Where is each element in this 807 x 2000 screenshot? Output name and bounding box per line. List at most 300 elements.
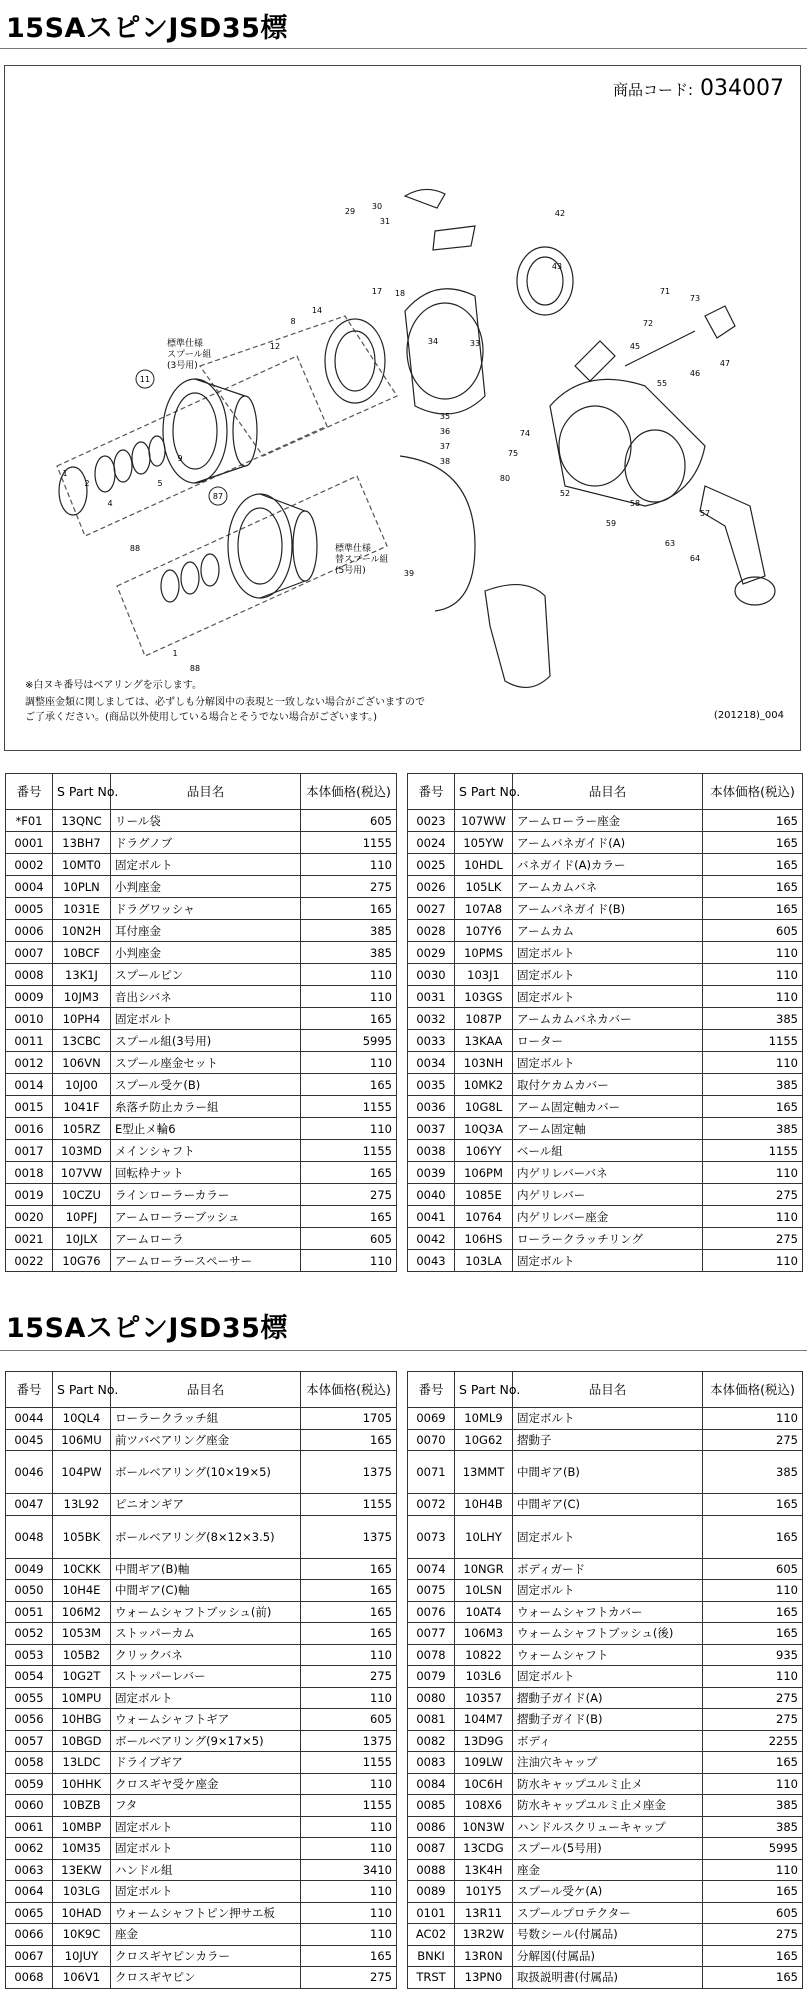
svg-text:11: 11 — [139, 375, 151, 384]
part-number: 0014 — [6, 1074, 53, 1096]
svg-text:63: 63 — [664, 539, 676, 548]
part-code: 13R11 — [455, 1902, 513, 1924]
part-number: 0048 — [6, 1515, 53, 1558]
table-row — [6, 1052, 397, 1074]
part-code: 13EKW — [53, 1859, 111, 1881]
table-row — [408, 1795, 803, 1817]
table-row — [6, 986, 397, 1008]
svg-text:18: 18 — [394, 289, 406, 298]
part-name: ボールベアリング(10×19×5) — [111, 1451, 301, 1494]
part-code: 10ML9 — [455, 1408, 513, 1430]
part-price: 110 — [703, 986, 803, 1008]
part-number: 0038 — [408, 1140, 455, 1162]
part-number: 0004 — [6, 876, 53, 898]
part-name: 固定ボルト — [513, 1515, 703, 1558]
part-name: スプール組(3号用) — [111, 1030, 301, 1052]
svg-text:46: 46 — [689, 369, 701, 378]
part-number: BNKI — [408, 1945, 455, 1967]
table-row — [408, 1644, 803, 1666]
part-name: 固定ボルト — [513, 1408, 703, 1430]
table-row — [6, 1515, 397, 1558]
part-number: 0064 — [6, 1881, 53, 1903]
part-price: 110 — [703, 1773, 803, 1795]
part-number: 0082 — [408, 1730, 455, 1752]
part-name: 糸落チ防止カラー組 — [111, 1096, 301, 1118]
page-title-2: 15SAスピンJSD35標 — [6, 1313, 288, 1344]
table-row — [6, 1623, 397, 1645]
part-name: 中間ギア(B) — [513, 1451, 703, 1494]
part-code: 10JM3 — [53, 986, 111, 1008]
part-number: 0062 — [6, 1838, 53, 1860]
part-price: 1155 — [301, 832, 397, 854]
part-price: 275 — [703, 1687, 803, 1709]
part-code: 104PW — [53, 1451, 111, 1494]
table-row — [408, 832, 803, 854]
part-code: 13MMT — [455, 1451, 513, 1494]
part-price: 110 — [301, 1773, 397, 1795]
part-price: 605 — [301, 810, 397, 832]
part-name: 座金 — [513, 1859, 703, 1881]
table-row — [408, 964, 803, 986]
part-code: 10CKK — [53, 1558, 111, 1580]
part-name: 座金 — [111, 1924, 301, 1946]
part-name: 取扱説明書(付属品) — [513, 1967, 703, 1989]
table-row — [6, 1408, 397, 1430]
table-row — [408, 1859, 803, 1881]
part-name: ローラークラッチリング — [513, 1228, 703, 1250]
table-row — [408, 1451, 803, 1494]
body-drawing — [550, 379, 705, 506]
table-row — [408, 1838, 803, 1860]
part-price: 605 — [703, 1558, 803, 1580]
table-row — [6, 810, 397, 832]
table-row — [6, 1451, 397, 1494]
header-number: 番号 — [6, 774, 53, 810]
table-header-row — [6, 1372, 397, 1408]
part-price: 605 — [301, 1228, 397, 1250]
part-number: 0076 — [408, 1601, 455, 1623]
part-price: 165 — [301, 1008, 397, 1030]
part-name: 内ゲリレバー — [513, 1184, 703, 1206]
table-row — [6, 1967, 397, 1989]
part-price: 275 — [301, 1184, 397, 1206]
part-code: 13K4H — [455, 1859, 513, 1881]
table-row — [6, 1118, 397, 1140]
part-code: 10PFJ — [53, 1206, 111, 1228]
part-number: 0070 — [408, 1429, 455, 1451]
part-code: 10N3W — [455, 1816, 513, 1838]
part-code: 10G76 — [53, 1250, 111, 1272]
table-row — [6, 1008, 397, 1030]
part-name: スプール受ケ(B) — [111, 1074, 301, 1096]
table-row — [6, 1795, 397, 1817]
part-code: 10HAD — [53, 1902, 111, 1924]
part-price: 110 — [301, 964, 397, 986]
part-number: 0065 — [6, 1902, 53, 1924]
table-row — [408, 1924, 803, 1946]
part-price: 110 — [703, 964, 803, 986]
part-code: 10AT4 — [455, 1601, 513, 1623]
table-row — [6, 1429, 397, 1451]
part-price: 5995 — [703, 1838, 803, 1860]
table-row — [6, 1709, 397, 1731]
part-name: 回転枠ナット — [111, 1162, 301, 1184]
table-row — [408, 986, 803, 1008]
part-number: 0063 — [6, 1859, 53, 1881]
part-number: 0081 — [408, 1709, 455, 1731]
table-row — [6, 1730, 397, 1752]
svg-text:47: 47 — [719, 359, 731, 368]
part-name: クロスギヤピン — [111, 1967, 301, 1989]
svg-text:35: 35 — [439, 412, 451, 421]
svg-text:88: 88 — [189, 664, 201, 673]
part-code: 10822 — [455, 1644, 513, 1666]
part-code: 10C6H — [455, 1773, 513, 1795]
part-price: 165 — [703, 832, 803, 854]
part-price: 275 — [703, 1228, 803, 1250]
part-code: 10J00 — [53, 1074, 111, 1096]
part-number: 0075 — [408, 1580, 455, 1602]
part-number: 0068 — [6, 1967, 53, 1989]
part-number: 0078 — [408, 1644, 455, 1666]
part-number: 0034 — [408, 1052, 455, 1074]
part-price: 1155 — [703, 1140, 803, 1162]
part-number: 0079 — [408, 1666, 455, 1688]
part-number: 0071 — [408, 1451, 455, 1494]
svg-text:52: 52 — [559, 489, 571, 498]
part-name: 固定ボルト — [513, 964, 703, 986]
part-number: 0069 — [408, 1408, 455, 1430]
svg-text:42: 42 — [554, 209, 566, 218]
part-price: 110 — [301, 1902, 397, 1924]
part-name: アーム固定軸カバー — [513, 1096, 703, 1118]
svg-text:59: 59 — [605, 519, 617, 528]
part-name: 固定ボルト — [111, 1687, 301, 1709]
part-price: 165 — [703, 1601, 803, 1623]
part-code: 10G8L — [455, 1096, 513, 1118]
part-code: 10JUY — [53, 1945, 111, 1967]
table-row — [6, 1558, 397, 1580]
part-number: 0002 — [6, 854, 53, 876]
part-number: 0067 — [6, 1945, 53, 1967]
adjust-note-2: ご了承ください。(商品以外使用している場合とそうでない場合がございます。) — [25, 712, 378, 723]
table-row — [408, 1881, 803, 1903]
table-row — [408, 1580, 803, 1602]
part-name: ラインローラーカラー — [111, 1184, 301, 1206]
svg-text:30: 30 — [371, 202, 383, 211]
part-code: 10HHK — [53, 1773, 111, 1795]
part-number: 0016 — [6, 1118, 53, 1140]
table-row — [408, 1429, 803, 1451]
part-price: 165 — [301, 1429, 397, 1451]
part-code: 13D9G — [455, 1730, 513, 1752]
part-number: 0057 — [6, 1730, 53, 1752]
part-code: 106V1 — [53, 1967, 111, 1989]
part-number: 0051 — [6, 1601, 53, 1623]
table-row — [6, 1250, 397, 1272]
svg-text:57: 57 — [699, 509, 711, 518]
part-name: メインシャフト — [111, 1140, 301, 1162]
part-name: アームローラーブッシュ — [111, 1206, 301, 1228]
part-code: 106M2 — [53, 1601, 111, 1623]
part-code: 105BK — [53, 1515, 111, 1558]
part-code: 103NH — [455, 1052, 513, 1074]
part-code: 10CZU — [53, 1184, 111, 1206]
part-price: 110 — [301, 1924, 397, 1946]
part-code: 13L92 — [53, 1494, 111, 1516]
part-code: 109LW — [455, 1752, 513, 1774]
part-code: 103L6 — [455, 1666, 513, 1688]
part-number: 0010 — [6, 1008, 53, 1030]
part-name: 中間ギア(B)軸 — [111, 1558, 301, 1580]
svg-text:64: 64 — [689, 554, 701, 563]
part-code: 10PLN — [53, 876, 111, 898]
part-code: 103J1 — [455, 964, 513, 986]
part-code: 13R2W — [455, 1924, 513, 1946]
header-part-no: S Part No. — [53, 1372, 111, 1408]
part-code: 101Y5 — [455, 1881, 513, 1903]
svg-text:87: 87 — [212, 492, 224, 501]
part-price: 165 — [301, 1162, 397, 1184]
table-row — [6, 1945, 397, 1967]
part-price: 165 — [301, 1580, 397, 1602]
part-price: 385 — [703, 1451, 803, 1494]
svg-text:74: 74 — [519, 429, 531, 438]
part-name: クロスギヤ受ケ座金 — [111, 1773, 301, 1795]
part-price: 110 — [301, 1644, 397, 1666]
doc-code: (201218)_004 — [713, 710, 784, 721]
part-name: 固定ボルト — [513, 1250, 703, 1272]
part-code: 10M35 — [53, 1838, 111, 1860]
part-number: 0011 — [6, 1030, 53, 1052]
part-number: 0009 — [6, 986, 53, 1008]
part-price: 2255 — [703, 1730, 803, 1752]
exploded-diagram — [4, 65, 801, 751]
part-number: 0054 — [6, 1666, 53, 1688]
table-row — [6, 1859, 397, 1881]
part-number: 0037 — [408, 1118, 455, 1140]
table-row — [408, 1601, 803, 1623]
handle-drawing — [700, 486, 765, 584]
table-row — [6, 1184, 397, 1206]
table-row — [6, 942, 397, 964]
part-number: 0012 — [6, 1052, 53, 1074]
svg-text:80: 80 — [499, 474, 511, 483]
part-price: 110 — [703, 942, 803, 964]
svg-text:75: 75 — [507, 449, 519, 458]
part-number: 0047 — [6, 1494, 53, 1516]
part-name: 号数シール(付属品) — [513, 1924, 703, 1946]
part-name: フタ — [111, 1795, 301, 1817]
table-header-row — [408, 774, 803, 810]
parts-table-2-left — [5, 1371, 397, 1989]
header-price: 本体価格(税込) — [703, 1372, 803, 1408]
header-part-no: S Part No. — [455, 1372, 513, 1408]
table-row — [6, 1206, 397, 1228]
svg-text:43: 43 — [551, 262, 563, 271]
part-name: スプールピン — [111, 964, 301, 986]
part-number: 0027 — [408, 898, 455, 920]
part-code: 10764 — [455, 1206, 513, 1228]
part-code: 104M7 — [455, 1709, 513, 1731]
part-name: 固定ボルト — [111, 1816, 301, 1838]
header-part-no: S Part No. — [53, 774, 111, 810]
svg-text:14: 14 — [311, 306, 323, 315]
part-price: 165 — [703, 876, 803, 898]
part-number: 0026 — [408, 876, 455, 898]
part-price: 165 — [301, 1945, 397, 1967]
part-code: 107Y6 — [455, 920, 513, 942]
table-row — [408, 854, 803, 876]
part-code: 106MU — [53, 1429, 111, 1451]
svg-text:39: 39 — [403, 569, 415, 578]
svg-text:17: 17 — [371, 287, 383, 296]
table-row — [6, 898, 397, 920]
part-code: 106PM — [455, 1162, 513, 1184]
part-number: 0025 — [408, 854, 455, 876]
table-row — [408, 1074, 803, 1096]
part-code: 10MBP — [53, 1816, 111, 1838]
part-number: AC02 — [408, 1924, 455, 1946]
part-price: 605 — [703, 920, 803, 942]
table-row — [6, 1096, 397, 1118]
part-name: 分解図(付属品) — [513, 1945, 703, 1967]
svg-text:72: 72 — [642, 319, 654, 328]
part-code: 105YW — [455, 832, 513, 854]
part-code: 10K9C — [53, 1924, 111, 1946]
table-row — [408, 1250, 803, 1272]
part-name: ウォームシャフトブッシュ(後) — [513, 1623, 703, 1645]
part-code: 105B2 — [53, 1644, 111, 1666]
part-name: 摺動子ガイド(B) — [513, 1709, 703, 1731]
part-code: 105RZ — [53, 1118, 111, 1140]
table-row — [408, 810, 803, 832]
part-number: 0041 — [408, 1206, 455, 1228]
part-code: 106YY — [455, 1140, 513, 1162]
part-number: 0083 — [408, 1752, 455, 1774]
table-row — [408, 1118, 803, 1140]
table-row — [6, 854, 397, 876]
svg-text:8: 8 — [290, 317, 296, 326]
part-price: 165 — [703, 1623, 803, 1645]
part-code: 10H4B — [455, 1494, 513, 1516]
part-code: 10HBG — [53, 1709, 111, 1731]
part-code: 10MPU — [53, 1687, 111, 1709]
table-header-row — [408, 1372, 803, 1408]
part-number: 0039 — [408, 1162, 455, 1184]
part-number: 0008 — [6, 964, 53, 986]
part-name: アームローラ — [111, 1228, 301, 1250]
table-row — [6, 1902, 397, 1924]
part-code: 10QL4 — [53, 1408, 111, 1430]
table-row — [408, 1967, 803, 1989]
part-name: ウォームシャフトブッシュ(前) — [111, 1601, 301, 1623]
table-row — [6, 964, 397, 986]
part-number: 0035 — [408, 1074, 455, 1096]
table-row — [6, 876, 397, 898]
part-name: アームカムバネカバー — [513, 1008, 703, 1030]
part-code: 10N2H — [53, 920, 111, 942]
part-number: 0006 — [6, 920, 53, 942]
svg-text:9: 9 — [177, 454, 183, 463]
svg-text:29: 29 — [344, 207, 356, 216]
part-price: 110 — [301, 986, 397, 1008]
title-divider-2 — [0, 1350, 807, 1351]
table-row — [408, 1140, 803, 1162]
part-number: 0036 — [408, 1096, 455, 1118]
svg-text:73: 73 — [689, 294, 701, 303]
table-row — [408, 1096, 803, 1118]
part-number: 0028 — [408, 920, 455, 942]
table-row — [408, 942, 803, 964]
table-row — [6, 1687, 397, 1709]
part-price: 1705 — [301, 1408, 397, 1430]
svg-text:2: 2 — [84, 479, 90, 488]
part-name: ウォームシャフトピン押サエ板 — [111, 1902, 301, 1924]
part-price: 385 — [703, 1008, 803, 1030]
part-number: 0087 — [408, 1838, 455, 1860]
part-number: 0024 — [408, 832, 455, 854]
part-code: 10HDL — [455, 854, 513, 876]
part-number: 0058 — [6, 1752, 53, 1774]
table-row — [408, 1408, 803, 1430]
table-row — [6, 1601, 397, 1623]
part-price: 1155 — [703, 1030, 803, 1052]
header-item-name: 品目名 — [513, 1372, 703, 1408]
part-name: アームバネガイド(B) — [513, 898, 703, 920]
table-row — [6, 1644, 397, 1666]
part-name: スプール受ケ(A) — [513, 1881, 703, 1903]
part-number: 0049 — [6, 1558, 53, 1580]
part-price: 165 — [301, 1623, 397, 1645]
part-code: 10357 — [455, 1687, 513, 1709]
part-code: 10LSN — [455, 1580, 513, 1602]
part-price: 935 — [703, 1644, 803, 1666]
part-price: 110 — [301, 1250, 397, 1272]
part-code: 13LDC — [53, 1752, 111, 1774]
part-number: 0021 — [6, 1228, 53, 1250]
part-price: 165 — [703, 1881, 803, 1903]
part-name: 摺動子 — [513, 1429, 703, 1451]
part-name: ベール組 — [513, 1140, 703, 1162]
part-name: 防水キャップユルミ止メ座金 — [513, 1795, 703, 1817]
part-name: クリックバネ — [111, 1644, 301, 1666]
part-code: 13QNC — [53, 810, 111, 832]
table-row — [6, 1494, 397, 1516]
part-price: 165 — [301, 1601, 397, 1623]
part-number: 0055 — [6, 1687, 53, 1709]
part-price: 110 — [301, 854, 397, 876]
part-code: 1053M — [53, 1623, 111, 1645]
part-code: 10PMS — [455, 942, 513, 964]
part-name: ボディ — [513, 1730, 703, 1752]
part-code: 10BGD — [53, 1730, 111, 1752]
part-number: 0072 — [408, 1494, 455, 1516]
rotor-drawing — [405, 289, 485, 414]
table-row — [6, 1838, 397, 1860]
part-code: 107A8 — [455, 898, 513, 920]
part-number: 0032 — [408, 1008, 455, 1030]
part-code: 108X6 — [455, 1795, 513, 1817]
table-row — [6, 1816, 397, 1838]
part-name: ハンドルスクリューキャップ — [513, 1816, 703, 1838]
part-name: スプール(5号用) — [513, 1838, 703, 1860]
part-code: 13BH7 — [53, 832, 111, 854]
part-name: 耳付座金 — [111, 920, 301, 942]
parts-table-1-left — [5, 773, 397, 1272]
part-number: 0077 — [408, 1623, 455, 1645]
part-number: 0101 — [408, 1902, 455, 1924]
